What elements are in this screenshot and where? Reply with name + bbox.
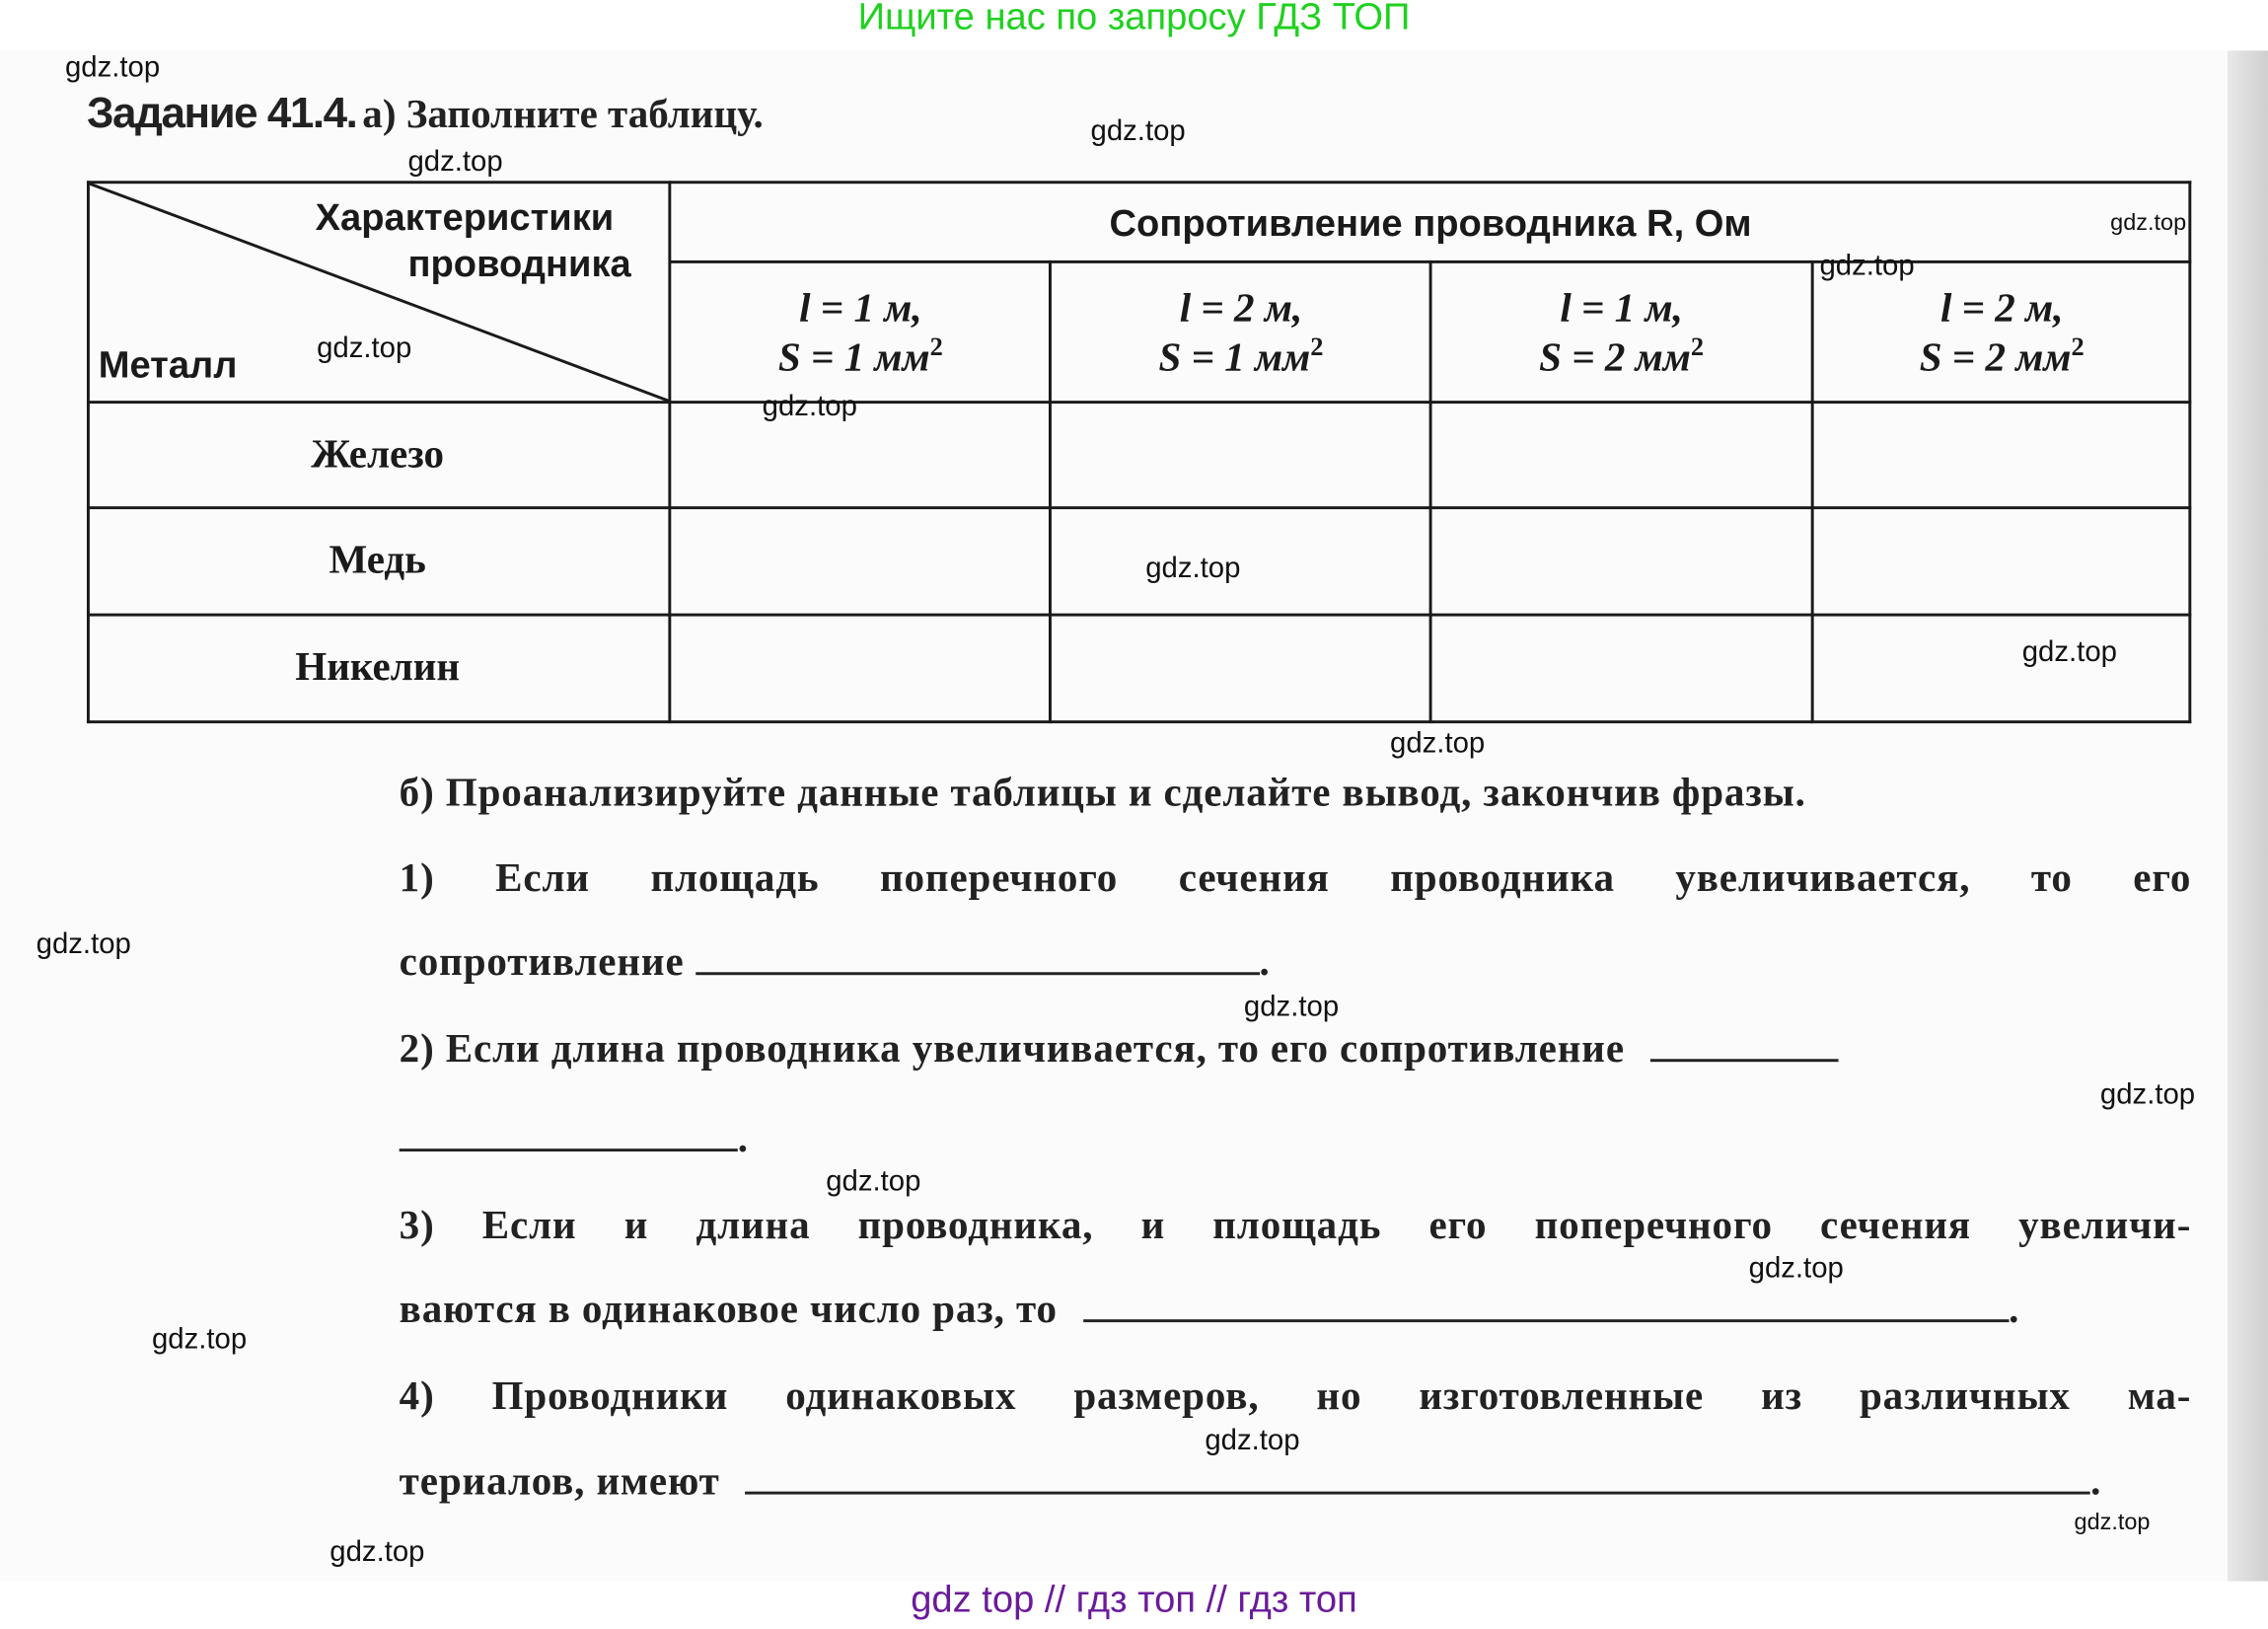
column-header: l = 1 м, S = 2 $мм^2$: [1539, 286, 1705, 381]
question-1-line-1: 1) Если площадь поперечного сечения проводника увеличивается, то его: [399, 855, 2192, 902]
header-ad[interactable]: Ищите нас по запросу ГДЗ ТОП: [857, 0, 1411, 38]
question-3-line-2: ваются в одинаковое число раз, то .: [399, 1287, 2020, 1333]
watermark: gdz.top: [762, 390, 857, 423]
watermark: gdz.top: [1243, 991, 1340, 1023]
watermark: gdz.top: [826, 1165, 921, 1199]
watermark: gdz.top: [407, 146, 503, 179]
answer-blank[interactable]: [1650, 1027, 1839, 1062]
watermark: gdz.top: [151, 1323, 248, 1356]
watermark: gdz.top: [1090, 115, 1186, 148]
question-4-line-1: 4) Проводники одинаковых размеров, но изготовленные из различных ма-: [399, 1373, 2192, 1420]
page-edge: [2228, 50, 2268, 1581]
question-4-line-2: териалов, имеют .: [399, 1459, 2102, 1505]
watermark: gdz.top: [1819, 250, 1915, 282]
row-label: Железо: [311, 432, 445, 478]
watermark: gdz.top: [317, 333, 412, 365]
task-part-a: а) Заполните таблицу.: [362, 92, 764, 138]
watermark: gdz.top: [1390, 727, 1486, 760]
watermark: gdz.top: [64, 51, 161, 85]
question-2-line-1: 2) Если длина проводника увеличивается, то его сопротивление: [400, 1027, 2192, 1074]
corner-top-label: Характеристики: [315, 194, 615, 239]
question-2-line-2: .: [400, 1117, 2192, 1163]
column-header: l = 2 м, S = 2 $мм^2$: [1919, 286, 2085, 381]
row-label: Никелин: [295, 644, 461, 691]
task-number: Задание 41.4.: [86, 89, 357, 138]
task-title: [87, 90, 764, 139]
footer-ad[interactable]: gdz top // гдз топ // гдз топ: [911, 1577, 1357, 1621]
corner-top-label-2: проводника: [407, 241, 631, 285]
part-b-intro: б) Проанализируйте данные таблицы и сделайте вывод, закончив фразы.: [399, 771, 1806, 816]
answer-blank[interactable]: [1083, 1288, 2009, 1322]
row-label: Медь: [329, 538, 426, 583]
watermark: gdz.top: [2074, 1510, 2151, 1535]
watermark: gdz.top: [36, 928, 131, 961]
watermark: gdz.top: [329, 1536, 425, 1569]
question-3-line-1: 3) Если и длина проводника, и площадь его поперечного сечения увеличи-: [399, 1203, 2192, 1249]
answer-blank[interactable]: [695, 940, 1260, 975]
answer-blank[interactable]: [400, 1117, 738, 1151]
watermark: gdz.top: [2110, 211, 2187, 236]
column-header: l = 1 м, S = 1 $мм^2$: [777, 286, 943, 381]
watermark: gdz.top: [1145, 553, 1241, 585]
question-1-line-2: сопротивление .: [399, 940, 1271, 986]
answer-blank[interactable]: [746, 1459, 2091, 1494]
column-header: l = 2 м, S = 1 $мм^2$: [1158, 286, 1324, 381]
corner-bottom-label: Металл: [98, 342, 238, 387]
watermark: gdz.top: [2099, 1078, 2196, 1112]
watermark: gdz.top: [1748, 1252, 1844, 1285]
watermark: gdz.top: [2021, 636, 2117, 669]
group-header: Сопротивление проводника R, Ом: [1109, 200, 1752, 245]
watermark: gdz.top: [1205, 1425, 1300, 1457]
